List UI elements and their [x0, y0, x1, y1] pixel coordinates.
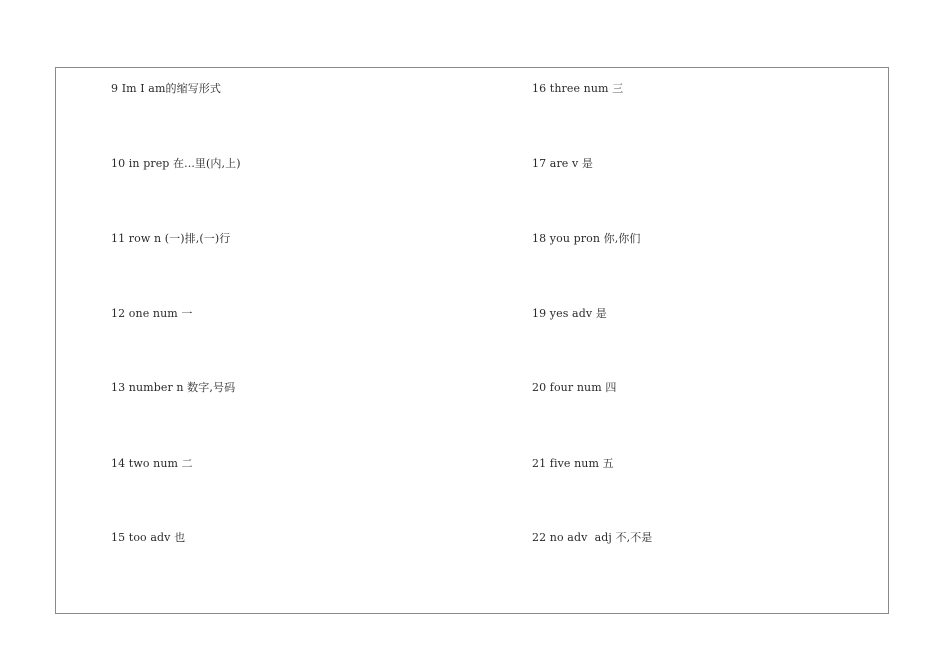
vocabulary-entry: 17 are v 是: [532, 157, 594, 170]
vocabulary-entry: 20 four num 四: [532, 381, 617, 394]
vocabulary-entry: 21 five num 五: [532, 457, 614, 470]
vocabulary-entry: 12 one num 一: [111, 307, 193, 320]
vocabulary-entry: 10 in prep 在...里(内,上): [111, 157, 241, 170]
vocabulary-entry: 16 three num 三: [532, 82, 624, 95]
vocabulary-entry: 15 too adv 也: [111, 531, 186, 544]
vocabulary-entry: 9 Im I am的缩写形式: [111, 82, 221, 95]
vocabulary-entry: 19 yes adv 是: [532, 307, 607, 320]
document-page: [55, 67, 889, 614]
vocabulary-entry: 14 two num 二: [111, 457, 193, 470]
vocabulary-entry: 13 number n 数字,号码: [111, 381, 236, 394]
vocabulary-entry: 18 you pron 你,你们: [532, 232, 641, 245]
vocabulary-entry: 11 row n (一)排,(一)行: [111, 232, 231, 245]
vocabulary-entry: 22 no adv adj 不,不是: [532, 531, 653, 544]
